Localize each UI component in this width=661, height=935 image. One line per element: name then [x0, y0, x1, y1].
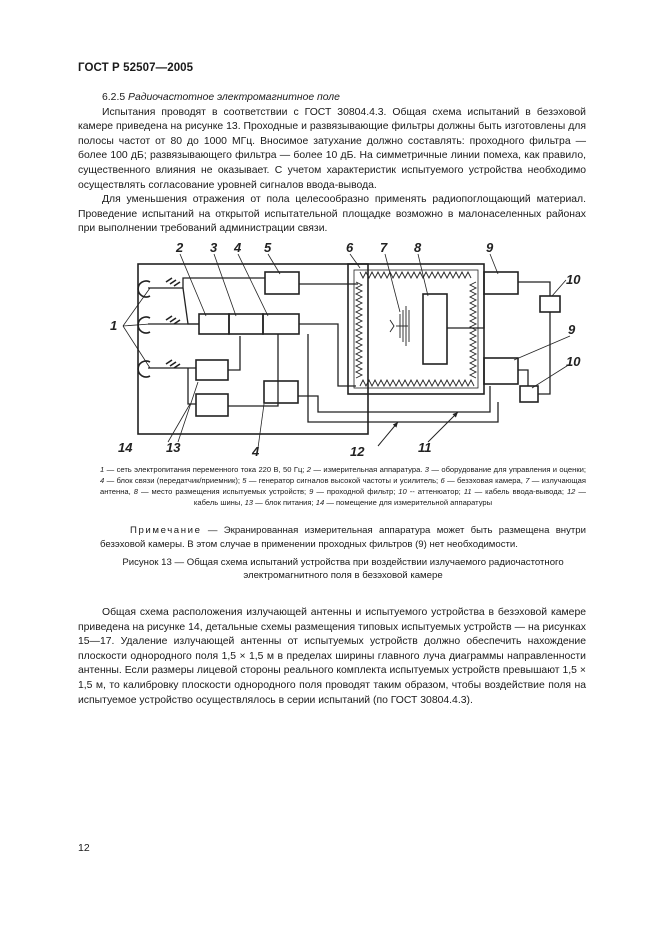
section-title: Радиочастотное электромагнитное поле: [128, 92, 340, 103]
bottom-text-block: [78, 606, 586, 708]
paragraph: Для уменьшения отражения от пола целесообразно применять радиопоглощающий материал. Проведение испытаний на открытой испытательной площадке возможно в малонаселенных районах при выполнении требований администрации связи.: [78, 194, 586, 235]
label-14: 14: [118, 440, 133, 455]
control-box: [229, 314, 263, 334]
paragraph: Общая схема расположения излучающей антенны и испытуемого устройства в безэховой камере приведена на рисунке 14, детальные схемы размещения типовых испытуемых устройств — на рисунках 15—17. Удаление излучающей антенны от испытуемых устройств должно обеспечить нахождение плоскости однородного поля 1,5 × 1,5 м в пределах ширины главного луча диаграммы направленности антенны. Если размеры лицевой стороны реального комплекта испытуемых устройств превышают 1,5 × 1,5 м, то калибровку плоскости однородного поля проводят таким образом, чтобы воздействие поля на испытуемое устройство осуществлялось в серии испытаний (по ГОСТ 30804.4.3).: [78, 607, 586, 706]
label-4-lower: 4: [252, 444, 260, 459]
label-3: 3: [210, 240, 218, 255]
label-7: 7: [380, 240, 388, 255]
filter-lower: [484, 358, 518, 384]
test-setup-diagram: [78, 236, 586, 461]
label-11: 11: [418, 440, 432, 455]
comm-box-lower: [264, 381, 298, 403]
label-1: 1: [110, 318, 118, 333]
filter-upper: [484, 272, 518, 294]
power-box-upper: [196, 360, 228, 380]
label-5: 5: [264, 240, 272, 255]
attenuator-lower: [520, 386, 538, 402]
attenuator-upper: [540, 296, 560, 312]
label-9-upper: 9: [486, 240, 494, 255]
paragraph: Испытания проводят в соответствии с ГОСТ 30804.4.3. Общая схема испытаний в безэховой камере приведена на рисунке 13. Проходные и развязывающие фильтры должны быть изготовлены для полосы частот от 80 до 1000 МГц. Вносимое затухание должно составлять: проходного фильтра — более 100 дБ; развязывающего фильтра — более 10 дБ. На симметричные линии помеха, как правило, существенного влияния не оказывает. С учетом характеристик испытуемого устройства необходимо осуществлять согласование уровней сигналов ввода-вывода.: [78, 106, 586, 191]
top-text-block: [78, 91, 586, 237]
figure-legend: 1 — сеть электропитания переменного тока 220 В, 50 Гц; 2 — измерительная аппаратура. 3 — оборудование для управления и оценки; 4 — блок связи (передатчик/приемник); 5 — генератор сигналов высокой частоты и усилитель; 6 — безэховая камера, 7 — излучающая антенна, 8 — место размещения испытуемых устройств; 9 — проходной фильтр; 10 -- аттенюатор; 11 — кабель ввода-вывода; 12 — кабель шины, 13 — блок питания; 14 — помещение для измерительной аппаратуры: [100, 465, 587, 507]
label-12: 12: [350, 444, 365, 459]
note-label: Примечание: [130, 525, 202, 536]
section-number: 6.2.5: [102, 92, 126, 103]
figure-note: [100, 524, 586, 551]
note-text: — Экранированная измерительная аппаратура может быть размещена внутри безэховой камеры. В этом случае в применении проходных фильтров (9) нет необходимости.: [100, 525, 586, 550]
page-number: 12: [78, 842, 90, 854]
label-13: 13: [166, 440, 181, 455]
document-header: ГОСТ Р 52507—2005: [78, 62, 194, 74]
section-heading: [78, 91, 586, 106]
power-box-lower: [196, 394, 228, 416]
dut-place: [423, 294, 447, 364]
label-2: 2: [176, 240, 184, 255]
comm-box: [263, 314, 299, 334]
label-8: 8: [414, 240, 422, 255]
antenna: [390, 306, 409, 346]
figure-caption: Рисунок 13 — Общая схема испытаний устройства при воздействии излучаемого радиочастотного электромагнитного поля в безэховой камере: [122, 557, 564, 581]
measurement-room: [138, 264, 368, 434]
label-10-upper: 10: [566, 272, 581, 287]
label-6: 6: [346, 240, 354, 255]
label-9-lower: 9: [568, 322, 576, 337]
label-10-lower: 10: [566, 354, 581, 369]
label-4: 4: [234, 240, 242, 255]
generator-box: [265, 272, 299, 294]
measuring-box: [199, 314, 229, 334]
